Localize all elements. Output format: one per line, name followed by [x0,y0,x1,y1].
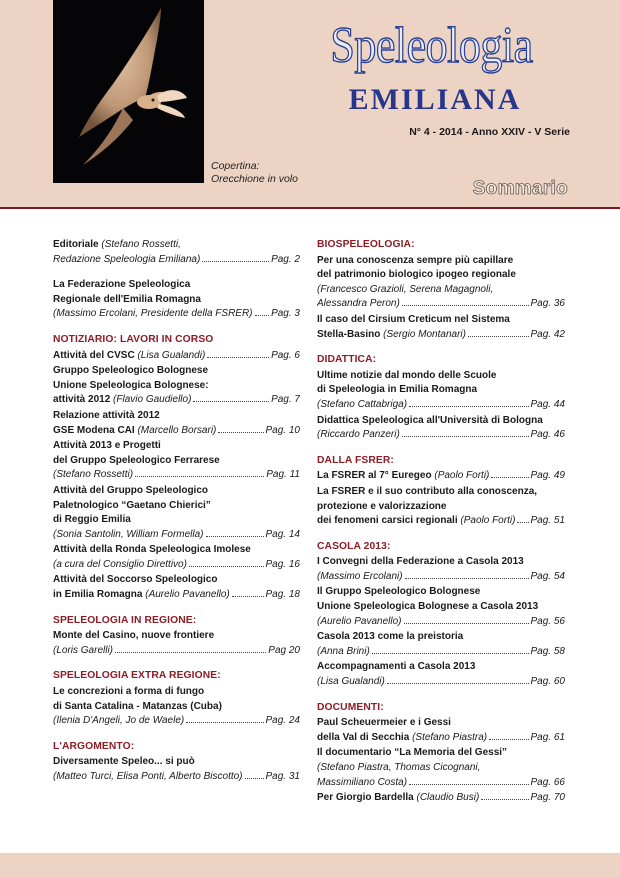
section-title: DIDATTICA: [317,354,377,366]
page-number: Pag 20 [268,644,300,656]
entry-author: (Stefano Cattabriga) [317,398,408,410]
entry-author: (Massimo Ercolani, Presidente della FSRER) [53,308,253,320]
toc-entry[interactable] [53,629,300,658]
page-number: Pag. 10 [265,424,300,436]
dot-leader [405,578,529,579]
page-number: Pag. 31 [265,771,300,782]
page-number: Pag. 6 [271,349,300,361]
toc-entry[interactable] [53,685,300,729]
caption-text: Orecchione in volo [211,173,298,185]
toc-entry-line [53,409,300,424]
section-title: NOTIZIARIO: LAVORI IN CORSO [53,333,214,345]
dot-leader [372,653,529,654]
magazine-title-emiliana: EMILIANA [348,83,522,116]
cover-caption [211,160,298,186]
toc-entry-line [317,485,565,500]
page-number: Pag. 11 [266,469,300,481]
toc-section [317,238,565,342]
entry-title: Attività 2013 e Progetti [53,440,161,452]
entry-title: Gruppo Speleologico Bolognese [53,365,209,377]
toc-entry-line [317,268,565,283]
toc-entry[interactable] [53,349,300,364]
toc-section [317,701,565,806]
toc-entry[interactable] [53,755,300,784]
section-title: DOCUMENTI: [317,701,384,713]
entry-author: (Loris Garelli) [53,644,114,656]
page-number: Pag. 49 [530,470,565,482]
toc-entry-line [53,685,300,700]
toc-entry-line [317,254,565,269]
issue-number: N° 4 - 2014 - Anno XXIV - V Serie [409,126,570,138]
entry-author: (Anna Brini) [317,645,370,657]
page-number: Pag. 7 [271,394,300,406]
entry-author: (Stefano Rossetti) [53,469,134,481]
toc-entry-line [317,428,565,443]
entry-author: (Sonia Santolin, William Formella) [53,528,204,540]
dot-leader [409,784,528,785]
page-number: Pag. 44 [530,398,565,410]
bat-icon [53,0,204,183]
toc-entry[interactable] [53,484,300,542]
page-number: Pag. 2 [271,253,300,265]
entry-title: Il caso del Cirsium Creticum nel Sistema [317,313,510,325]
dot-leader [468,336,529,337]
dot-leader [186,722,263,723]
toc-entry-line [53,558,300,573]
toc-entry[interactable] [317,630,565,659]
toc-entry[interactable] [53,573,300,602]
toc-entry-line [53,293,300,308]
page-number: Pag. 46 [530,429,565,441]
toc-entry-line [53,349,300,364]
toc-entry[interactable] [317,555,565,584]
toc-entry[interactable] [317,254,565,312]
toc-entry-line [53,424,300,439]
section-title: DALLA FSRER: [317,454,394,466]
entry-title: Paul Scheuermeier e i Gessi [317,717,451,729]
toc-entry-line [317,630,565,645]
toc-entry-line [317,716,565,731]
entry-author: (Lisa Gualandi) [317,676,385,688]
dot-leader [115,652,266,653]
entry-title: GSE Modena CAI [53,424,135,436]
entry-author: (Francesco Grazioli, Serena Magagnoli, [317,283,494,295]
page-number: Pag. 51 [530,515,565,527]
toc-left-column [53,238,300,796]
cover-photo-bat [53,0,204,183]
toc-entry-line [53,499,300,514]
toc-entry-line [53,278,300,293]
magazine-title-speleologia: Speleologia [330,17,533,74]
toc-section [53,614,300,659]
entry-author: (Lisa Gualandi) [137,349,206,361]
entry-title: attività 2012 [53,394,111,406]
toc-entry-line [317,600,565,615]
entry-title: Per Giorgio Bardella [317,792,414,804]
toc-entry-line [317,313,565,328]
entry-author: Massimiliano Costa) [317,776,408,788]
entry-title: Casola 2013 come la preistoria [317,631,464,643]
toc-entry[interactable] [53,439,300,483]
toc-entry-line [317,555,565,570]
page-number: Pag. 58 [530,645,565,657]
section-title: L'ARGOMENTO: [53,740,135,752]
page-number: Pag. 54 [530,570,565,582]
entry-title: Relazione attività 2012 [53,409,160,421]
entry-title: Unione Speleologica Bolognese a Casola 2013 [317,601,539,613]
dot-leader [255,315,270,316]
dot-leader [206,536,264,537]
toc-entry-line [317,570,565,585]
dot-leader [387,683,529,684]
toc-entry[interactable] [53,409,300,438]
toc-entry-line [317,660,565,675]
toc-entry-line [53,573,300,588]
toc-entry-line [317,776,565,791]
section-title: SPELEOLOGIA IN REGIONE: [53,614,197,626]
entry-title: di Speleologia in Emilia Romagna [317,384,478,396]
toc-entry[interactable] [317,414,565,443]
toc-entry-line [317,791,565,806]
toc-entry-line [317,328,565,343]
toc-entry-line [317,369,565,384]
entry-title: La Federazione Speleologica [53,279,191,291]
entry-title: La FSRER al 7° Euregeo [317,470,432,482]
entry-author: (Riccardo Panzeri) [317,429,400,441]
entry-title: dei fenomeni carsici regionali [317,515,458,527]
dot-leader [409,406,528,407]
entry-author: (Stefano Piastra) [412,731,488,743]
entry-title: Attività del CVSC [53,349,135,361]
toc-entry-line [317,675,565,690]
dot-leader [202,261,269,262]
entry-title: Unione Speleologica Bolognese: [53,379,209,391]
entry-author: (Stefano Piastra, Thomas Cicognani, [317,762,481,773]
toc-entry-line [317,383,565,398]
toc-entry-line [53,454,300,469]
page-number: Pag. 61 [530,731,565,743]
toc-entry-line [53,307,300,322]
page-number: Pag. 66 [530,776,565,788]
toc-entry[interactable] [317,660,565,689]
toc-section [317,454,565,529]
entry-title: Attività del Gruppo Speleologico [53,484,209,496]
toc-entry[interactable] [53,364,300,408]
toc-entry-line [53,484,300,499]
entry-title: Per una conoscenza sempre più capillare [317,254,514,266]
dot-leader [517,522,528,523]
page-number: Pag. 42 [530,328,565,340]
dot-leader [245,778,264,779]
entry-author: (Paolo Forti) [434,470,490,482]
toc-entry-line [317,414,565,429]
toc-entry[interactable] [317,716,565,745]
toc-entry-line [53,513,300,528]
entry-title: Ultime notizie dal mondo delle Scuole [317,369,497,381]
page-number: Pag. 3 [271,308,300,320]
toc-entry-line [53,238,300,253]
entry-title: Il Gruppo Speleologico Bolognese [317,586,481,598]
toc-section [53,238,300,322]
toc-entry-line [53,770,300,785]
toc-entry[interactable] [53,543,300,572]
entry-title: Didattica Speleologica all'Università di Bologna [317,414,543,426]
entry-title: del patrimonio biologico ipogeo regionale [317,269,516,281]
page-number: Pag. 14 [265,528,300,540]
toc-entry[interactable] [53,238,300,267]
toc-entry-line [317,731,565,746]
sommario-heading: Sommario [472,178,568,199]
page-number: Pag. 18 [265,589,300,601]
entry-author: (Matteo Turci, Elisa Ponti, Alberto Biscotto) [53,771,243,782]
page-number: Pag. 70 [530,792,565,804]
toc-entry-line [53,364,300,379]
footer-band [0,853,620,878]
toc-section [317,353,565,443]
toc-entry-line [317,500,565,515]
toc-entry-line [317,645,565,660]
entry-author: (a cura del Consiglio Direttivo) [53,558,187,570]
entry-title: Attività del Soccorso Speleologico [53,574,218,586]
entry-title: Regionale dell'Emilia Romagna [53,293,201,305]
page-number: Pag. 56 [530,615,565,627]
toc-section [53,740,300,785]
toc-section [53,333,300,603]
dot-leader [135,476,264,477]
caption-label: Copertina: [211,160,260,172]
entry-title: Attività della Ronda Speleologica Imolese [53,544,251,556]
entry-author: (Marcello Borsari) [137,424,217,436]
toc-entry-line [317,283,565,298]
toc-entry-line [317,761,565,776]
dot-leader [207,357,269,358]
toc-entry[interactable] [317,485,565,529]
toc-entry[interactable] [317,746,565,790]
toc-entry-line [53,700,300,715]
dot-leader [402,305,529,306]
dot-leader [491,477,528,478]
toc-entry[interactable] [317,313,565,342]
entry-title: protezione e valorizzazione [317,500,447,512]
toc-entry[interactable] [317,469,565,484]
entry-author: (Sergio Montanari) [383,328,466,340]
dot-leader [481,799,528,800]
entry-title: Accompagnamenti a Casola 2013 [317,661,476,673]
entry-title: del Gruppo Speleologico Ferrarese [53,454,220,466]
toc-entry-line [317,615,565,630]
toc-entry[interactable] [317,585,565,629]
page-number: Pag. 24 [265,715,300,727]
dot-leader [218,432,263,433]
entry-author: (Ilenia D'Angeli, Jo de Waele) [53,715,185,727]
toc-entry-line [53,439,300,454]
toc-right-column [317,238,565,817]
toc-entry-line [317,297,565,312]
dot-leader [402,436,529,437]
toc-entry-line [53,644,300,659]
toc-entry-line [53,253,300,268]
toc-entry-line [317,514,565,529]
header-divider [0,207,620,209]
entry-author: Alessandra Peron) [317,298,400,310]
toc-entry-line [317,746,565,761]
section-title: CASOLA 2013: [317,540,391,552]
toc-entry-line [53,714,300,729]
dot-leader [489,739,528,740]
entry-title: Paletnologico “Gaetano Chierici” [53,499,211,511]
toc-entry[interactable] [317,791,565,806]
toc-entry-line [53,588,300,603]
toc-entry-line [53,379,300,394]
toc-entry-line [53,528,300,543]
entry-author: (Claudio Busi) [416,792,480,804]
entry-title: di Santa Catalina - Matanzas (Cuba) [53,700,222,712]
toc-entry-line [53,543,300,558]
entry-author: (Aurelio Pavanello) [317,615,402,627]
entry-author: (Stefano Rossetti, [101,239,181,250]
entry-title: Le concrezioni a forma di fungo [53,686,205,698]
toc-entry-line [53,755,300,770]
toc-section [317,540,565,690]
toc-entry-line [53,393,300,408]
toc-entry[interactable] [53,278,300,322]
entry-author: Redazione Speleologia Emiliana) [53,253,201,265]
entry-title: Diversamente Speleo... si può [53,756,195,768]
entry-author: (Flavio Gaudiello) [113,394,192,406]
entry-title: Stella-Basino [317,328,381,340]
dot-leader [189,566,264,567]
entry-title: di Reggio Emilia [53,514,131,526]
entry-title: Il documentario “La Memoria del Gessi” [317,747,508,759]
toc-entry-line [317,469,565,484]
toc-entry-line [317,585,565,600]
entry-title: della Val di Secchia [317,731,410,743]
entry-title: La FSRER e il suo contributo alla conoscenza, [317,485,538,497]
entry-author: (Paolo Forti) [460,515,516,527]
entry-author: (Aurelio Pavanello) [145,589,230,601]
toc-entry-line [317,398,565,413]
entry-title: Monte del Casino, nuove frontiere [53,630,215,642]
toc-entry-line [53,629,300,644]
page-number: Pag. 16 [265,558,300,570]
toc-entry-line [53,468,300,483]
dot-leader [404,623,529,624]
toc-section [53,669,300,728]
entry-author: (Massimo Ercolani) [317,570,403,582]
entry-title: I Convegni della Federazione a Casola 2013 [317,556,524,568]
dot-leader [232,596,264,597]
page-number: Pag. 36 [530,298,565,310]
entry-title: in Emilia Romagna [53,589,143,601]
page-number: Pag. 60 [530,676,565,688]
entry-title: Editoriale [53,239,99,250]
section-title: SPELEOLOGIA EXTRA REGIONE: [53,670,221,682]
dot-leader [193,401,269,402]
toc-entry[interactable] [317,369,565,413]
section-title: BIOSPELEOLOGIA: [317,239,415,250]
